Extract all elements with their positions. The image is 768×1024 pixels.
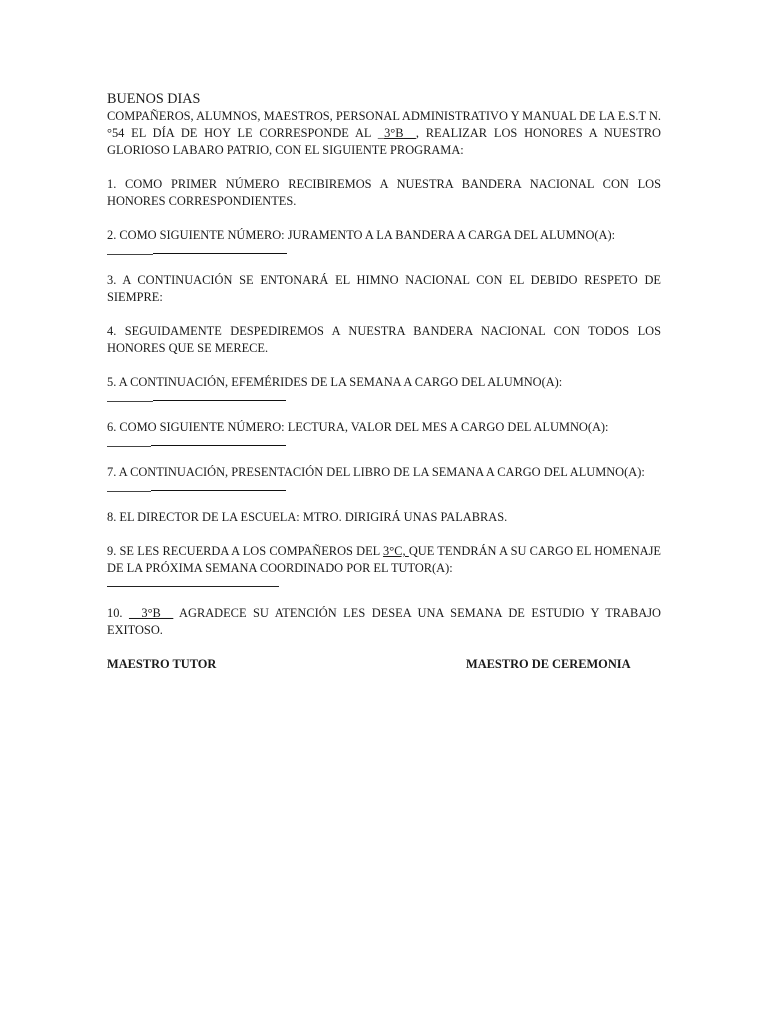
name-blank-line [107,248,661,258]
spacer [107,258,661,272]
intro-paragraph [107,108,661,159]
signature-maestro-tutor: MAESTRO TUTOR [107,657,217,671]
item-9-group: 3°C, [383,544,409,558]
spacer [107,405,661,419]
document-page [107,90,661,674]
item-10 [107,605,661,639]
item-3: 3. A CONTINUACIÓN SE ENTONARÁ EL HIMNO NACIONAL CON EL DEBIDO RESPETO DE SIEMPRE: [107,273,661,304]
item-4: 4. SEGUIDAMENTE DESPEDIREMOS A NUESTRA BANDERA NACIONAL CON TODOS LOS HONORES QUE SE MERECE. [107,324,661,355]
spacer [107,591,661,605]
item-8: 8. EL DIRECTOR DE LA ESCUELA: MTRO. DIRIGIRÁ UNAS PALABRAS. [107,510,508,524]
name-blank-line [107,440,661,450]
item-2: 2. COMO SIGUIENTE NÚMERO: JURAMENTO A LA BANDERA A CARGA DEL ALUMNO(A): [107,228,616,242]
spacer [107,357,661,374]
tutor-blank-line [107,581,661,591]
intro-group: 3°B [384,126,404,140]
item-7: 7. A CONTINUACIÓN, PRESENTACIÓN DEL LIBRO DE LA SEMANA A CARGO DEL ALUMNO(A): [107,465,645,479]
intro-group-trail: __ [403,126,416,140]
intro-group-underlined [384,126,416,140]
item-6: 6. COMO SIGUIENTE NÚMERO: LECTURA, VALOR DEL MES A CARGO DEL ALUMNO(A): [107,420,609,434]
item-9-text-start: 9. SE LES RECUERDA A LOS COMPAÑEROS DEL [107,544,384,558]
name-blank-line [107,485,661,495]
intro-text-start: COMPAÑEROS, ALUMNOS, MAESTROS, PERSONAL ADMINISTRATIVO Y MANUAL DE LA E.S.T N.°54 EL DÍA DE HOY LE CORRESPONDE AL _ [107,109,661,140]
item-10-group: __3°B__ [129,606,174,620]
spacer [107,159,661,176]
spacer [107,450,661,464]
item-5: 5. A CONTINUACIÓN, EFEMÉRIDES DE LA SEMANA A CARGO DEL ALUMNO(A): [107,375,563,389]
item-10-lead: 10. [107,606,130,620]
spacer [107,306,661,323]
intro-text-end: , REALIZAR LOS HONORES A NUESTRO GLORIOSO LABARO PATRIO, CON EL SIGUIENTE PROGRAMA: [107,126,661,157]
signature-maestro-ceremonia: MAESTRO DE CEREMONIA [466,657,631,671]
spacer [107,495,661,509]
item-9-text-end: QUE TENDRÁN A SU CARGO EL HOMENAJE DE LA PRÓXIMA SEMANA COORDINADO POR EL TUTOR(A): [107,544,661,575]
item-1: 1. COMO PRIMER NÚMERO RECIBIREMOS A NUESTRA BANDERA NACIONAL CON LOS HONORES CORRESPONDIENTES. [107,177,661,208]
greeting-heading: BUENOS DIAS [107,91,201,107]
item-10-text: AGRADECE SU ATENCIÓN LES DESEA UNA SEMANA DE ESTUDIO Y TRABAJO EXITOSO. [107,606,661,637]
item-9 [107,543,661,577]
spacer [107,526,661,543]
signature-row [107,656,661,674]
spacer [107,210,661,227]
name-blank-line [107,395,661,405]
